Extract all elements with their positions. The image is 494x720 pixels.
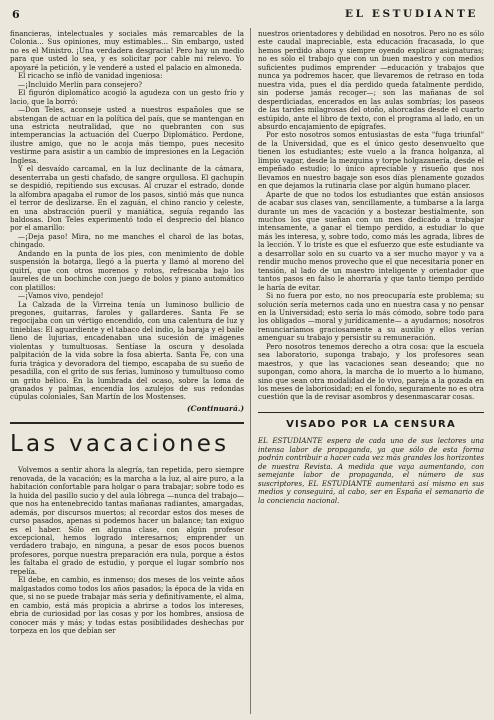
article-paragraph: Por esto nosotros somos entusiastas de esta "fuga triunfal" de la Universidad, que es el único gesto desenvuelto que tienen los estudiantes; este vuelo a la franca holganza, al limpio vagar, desde la mezquina y torpe holgazanería, desde el empeñado estudio; lo único apreciable y risueño que nos llevamos en nuestro bagaje son esos días plenamente gozados en que dejamos la rutinaria clase por algún humano placer. [258,130,484,191]
censor-notice-text: EL ESTUDIANTE espera de cada uno de sus lectores una intensa labor de propaganda, ya que sólo de esta forma podrán contribuir a hacer cada vez más grandes los horizontes de nuestra Revista. A medida que vaya aumentando, con semejante labor de propaganda, el número de sus suscriptores, EL ESTUDIANTE aumentará así mismo en sus medios y conseguirá, al cabo, ser en España el semanario de la conciencia nacional. [258,436,484,505]
section-divider [10,422,244,424]
section-title: Las vacaciones [10,431,230,458]
story-paragraph: Andando en la punta de los pies, con menimiento de doble suspensión la botarga, llegó a la puerta y llamó al moreno del quitrí, que con otros morenos y rotos, refrescaba bajo los laureles de un bochinche con juego de bolos y piano automático con platillos: [10,248,244,292]
article-paragraph: Volvemos a sentir ahora la alegría, tan repetida, pero siempre renovada, de la vacación; es la marcha a la luz, al aire puro, a la habitación confortable para holgar o para trabajar; sobre todo es la huida del pasillo sucio y del aula lóbrega —nunca del trabajo— que nos ha entenebrecido tantas mañanas radiantes, amargadas, además, por discursos muertos; al recordar estos dos meses de curso pasados, apenas si podemos hacer un balance; tan exiguo es el haber. Sólo en alguna clase, con algún profesor excepcional, hemos logrado interesarnos; emprender un verdadero trabajo, en ninguna, a pesar de esos pocos buenos profesores, porque nuestra preparación era nula, porque a éstos les faltaba el grado de estudio, y porque el lugar sombrío nos repelía. [10,465,244,576]
article-paragraph: El debe, en cambio, es inmenso; dos meses de los veinte años malgastados como todos los años pasados; la época de la vida en que, si no se puede trabajar más seria y definitivamente, el alma, en cambio, está más propicia a abrirse a todos los intereses, ebria de curiosidad por las cosas y por los hombres, ansiosa de conocer más y más; y todas estas posibilidades deshechas por torpeza en los que debían ser [10,575,244,635]
story-paragraph: —¡Deja paso! Mira, no me manches el charol de las botas, chingado. [10,231,244,250]
page-header [10,8,484,24]
censor-notice-box [258,412,484,505]
story-paragraph: —¡Incluido Merlín para consejero? [18,79,143,89]
story-paragraph: La Calzada de la Virreina tenía un luminoso bullicio de pregones, guitarras, faroles y gallarderes. Santa Fe se regocijaba con un vértigo encendido, con una calentura de luz y tinieblas: El aguardiente y el tabaco del indio, la baraja y el baile lleno de lujurias, encadenaban una sucesión de imágenes violentas y tumultuosas. Sentíase la oscura y desolada palpitación de la vida sobre la fosa abierta. Santa Fe, con una furia trágica y devoradora del tiempo, escapaba de su sueño de pesadilla, con el grito de sus ferias, luminoso y tumultuoso como un grito bélico. En la lumbrada del ocaso, sobre la loma de granados y palmas, encendía los azulejos de sus redondas cúpulas coloniales, San Martín de los Mostenses. [10,299,244,402]
censor-notice-title: VISADO POR LA CENSURA [286,418,456,430]
continued-label: (Continuará.) [186,403,244,413]
story-paragraph: —¡Vamos vivo, pendejo! [18,291,104,301]
article-paragraph: Si no fuera por esto, no nos preocuparía este problema; su solución sería meternos cada uno en nuestra casa y no pensar en la Universidad; esto sería lo más cómodo, sobre todo para los obligados —moral y jurídicamente— a ayudarnos; nosotros renunciaríamos graciosamente a su auxilio y ellos verían amenguar su trabajo y persistir su remuneración. [258,291,484,343]
story-paragraph: El ricacho se inflò de vanidad ingeniosa: [18,71,163,81]
story-paragraph: —Don Teles, aconseje usted a nuestros españoles que se abstengan de actuar en la política del país, que se mantengan en una estricta neutralidad, que no quebranten con sus intemperancias la actuación del Cuerpo Diplomático. Perdone, ilustre amigo, que no le acoja más tiempo, pues necesito vestirme para asistir a un cambio de impresiones en la Legación Inglesa. [10,105,244,165]
story-paragraph: Y el desvaído carcamal, en la luz declinante de la cámara, desenterraba un gesti chafado, de sangre orgullosa. El gachupín se despidió, repitiendo sus excusas. Al cruzar el estrado, donde la alfombra apagaba el rumor de los pasos, sintió más que nunca el terror de deslizarse. En el zaguán, el chino rancio y celeste, en una abstracción pueril y maniática, seguía regando las baldosas. Don Teles experimentó todo el desprecio del blanco por el amarillo: [10,164,244,233]
story-paragraph: El figurón diplomático acogió la agudeza con un gesto frío y lacio, que la borró: [10,88,244,106]
story-paragraph: financieras, intelectuales y sociales más remarcables de la Colonia... Sus opiniones, muy estimables... Sin embargo, usted no es el Ministro. ¡Una verdadera desgracia! Pero hay un medio para que usted lo sea, y es solicitar por cable mi relevo. Yo apoyaré la petición, y le venderé a usted el palacio en almoneda. [10,29,244,72]
article-paragraph: Pero nosotros tenemos derecho a otra cosa: que la escuela sea laboratorio, suponga trabajo, y los profesores sean maestros, y que las vacaciones sean deseando; que no supongan, como ahora, la marcha de lo muerto a lo humano, sino que sean otra modalidad de lo vivo, pareja a la gozada en los meses de laboriosidad; en el fondo, seguramente no es otra cuestión que la de revisar asombros y desenmascarar cosas. [258,341,484,402]
page-number: 6 [12,8,20,21]
right-column [258,30,484,505]
article-paragraph: Aparte de que no todos los estudiantes que están ansiosos de acabar sus clases van, sencillamente, a tumbarse a la larga durante un mes de vacación y a bostezar bestialmente, son muchos los que sueñan con un mes dedicado a trabajar intensamente, a ganar el tiempo perdido, a estudiar lo que más les interesa, y, sobre todo, como más les agrada, libres de la lección. Y lo triste es que el esfuerzo que este estudiante va a desarrollar solo en su cuarto va a ser mucho mayor y va a rendir mucho menos provecho que el que necesitaría poner en tensión, al lado de un maestro inteligente y orientador que tantos pasos en falso le ahorraría y que tanto tiempo perdido le haría de evitar. [258,189,484,292]
column-divider [250,28,251,714]
article-paragraph: nuestros orientadores y debilidad en nosotros. Pero no es sólo este caudal inapreciable, esta educación fracasada, lo que hemos perdido ahora y siempre oyendo explicar asignaturas; no es sólo el trabajo que con un buen maestro y con medios suficientes pudimos emprender —educación y trabajos que nunca ya podremos hacer, que llevaremos de retraso en toda nuestra vida, pues el día perdido queda fatalmente perdido, sin poderse jamás recoger—; son las mañanas de sol desperdiciadas, encerados en las aulas sombrías; los paseos de las tardes milagrosas del otoño, ahorcadas desde el cuarto estúpido, ante el libro de texto, con el programa al lado, en un absurdo encajamiento de epígrafes. [258,29,484,131]
masthead-title: EL ESTUDIANTE [345,8,478,20]
left-column [10,30,244,635]
